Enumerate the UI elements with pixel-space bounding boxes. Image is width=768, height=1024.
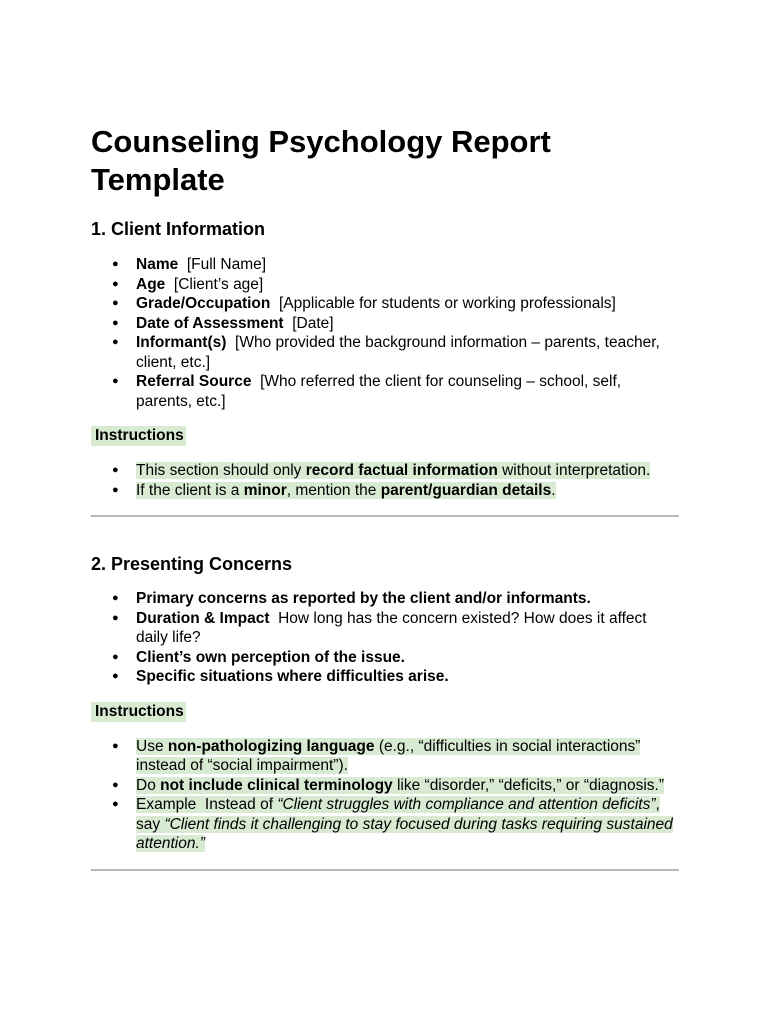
document-body bbox=[91, 123, 679, 871]
instruction-text-part: without interpretation. bbox=[497, 462, 651, 479]
client-information-instructions-list bbox=[91, 461, 679, 500]
field-value-name: [Full Name] bbox=[178, 256, 267, 273]
instruction-text-part: If the client is a bbox=[136, 481, 244, 499]
section-heading-presenting-concerns: 2. Presenting Concerns bbox=[91, 554, 293, 574]
field-value-age: [Client’s age] bbox=[165, 275, 264, 293]
instruction-text bbox=[136, 796, 673, 852]
instructions-label: Instructions bbox=[91, 702, 186, 722]
presenting-concerns-instructions-list bbox=[91, 737, 679, 854]
concern-situations: Specific situations where difficulties arise. bbox=[136, 668, 449, 685]
instruction-text-part: like “disorder,” “deficits,” or “diagnosis.” bbox=[392, 776, 664, 794]
list-item bbox=[91, 333, 679, 372]
instruction-example-after: “Client finds it challenging to stay focused during tasks requiring sustained attention.” bbox=[136, 815, 673, 852]
instruction-emphasis: not include clinical terminology bbox=[160, 776, 393, 794]
section-divider bbox=[91, 869, 679, 871]
list-item bbox=[91, 667, 679, 687]
field-value-grade-occupation: [Applicable for students or working professionals] bbox=[270, 295, 616, 312]
field-value-referral-source: [Who referred the client for counseling – school, self, parents, etc.] bbox=[136, 373, 626, 410]
concern-primary: Primary concerns as reported by the client and/or informants. bbox=[136, 590, 591, 607]
field-value-date-of-assessment: [Date] bbox=[283, 314, 334, 332]
instruction-item bbox=[91, 737, 679, 776]
title-line-2: Template bbox=[91, 162, 225, 197]
instruction-emphasis: parent/guardian details bbox=[380, 481, 552, 499]
field-value-duration-impact: How long has the concern existed? How does it affect daily life? bbox=[136, 609, 651, 646]
presenting-concerns-list bbox=[91, 589, 679, 687]
list-item bbox=[91, 648, 679, 668]
field-label-age: Age bbox=[136, 275, 166, 293]
instructions-heading-wrap bbox=[91, 702, 679, 722]
field-label-grade-occupation: Grade/Occupation bbox=[136, 295, 271, 312]
instruction-text-part: (e.g., “difficulties in social interactions” instead of “social impairment”). bbox=[136, 737, 641, 774]
instruction-text-part: Example Instead of bbox=[136, 796, 278, 813]
instruction-emphasis: non-pathologizing language bbox=[167, 737, 375, 755]
list-item bbox=[91, 275, 679, 295]
instruction-item bbox=[91, 461, 679, 481]
document-title bbox=[91, 123, 679, 199]
concern-perception: Client’s own perception of the issue. bbox=[136, 648, 405, 666]
field-label-informants: Informant(s) bbox=[136, 334, 227, 351]
instruction-text-part: Do bbox=[136, 776, 161, 794]
field-label-name: Name bbox=[136, 256, 179, 273]
instruction-emphasis: record factual information bbox=[305, 462, 498, 479]
section-heading-client-information: 1. Client Information bbox=[91, 219, 266, 239]
instruction-item bbox=[91, 795, 679, 854]
section-divider bbox=[91, 515, 679, 517]
instruction-item bbox=[91, 481, 679, 501]
instruction-example-before: “Client struggles with compliance and attention deficits” bbox=[277, 796, 656, 813]
title-line-1: Counseling Psychology Report bbox=[91, 124, 551, 159]
list-item bbox=[91, 314, 679, 334]
field-value-informants: [Who provided the background information – parents, teacher, client, etc.] bbox=[136, 334, 665, 371]
instruction-text-part: , say bbox=[136, 796, 660, 833]
instruction-text-part: Use bbox=[136, 737, 168, 755]
instruction-text bbox=[136, 738, 640, 775]
list-item bbox=[91, 255, 679, 275]
instruction-emphasis: minor bbox=[243, 481, 287, 499]
instructions-heading-wrap bbox=[91, 426, 679, 446]
client-information-list bbox=[91, 255, 679, 411]
instruction-text bbox=[136, 482, 556, 499]
list-item bbox=[91, 609, 679, 648]
list-item bbox=[91, 589, 679, 609]
instruction-text-part: , mention the bbox=[286, 481, 381, 499]
instruction-text bbox=[136, 777, 664, 794]
list-item bbox=[91, 372, 679, 411]
field-label-referral-source: Referral Source bbox=[136, 373, 252, 390]
instruction-text bbox=[136, 462, 650, 479]
list-item bbox=[91, 294, 679, 314]
field-label-date-of-assessment: Date of Assessment bbox=[136, 314, 284, 332]
field-label-duration-impact: Duration & Impact bbox=[136, 609, 270, 627]
instruction-text-part: . bbox=[551, 481, 556, 499]
instruction-item bbox=[91, 776, 679, 796]
instructions-label: Instructions bbox=[91, 426, 186, 446]
instruction-text-part: This section should only bbox=[136, 462, 306, 479]
